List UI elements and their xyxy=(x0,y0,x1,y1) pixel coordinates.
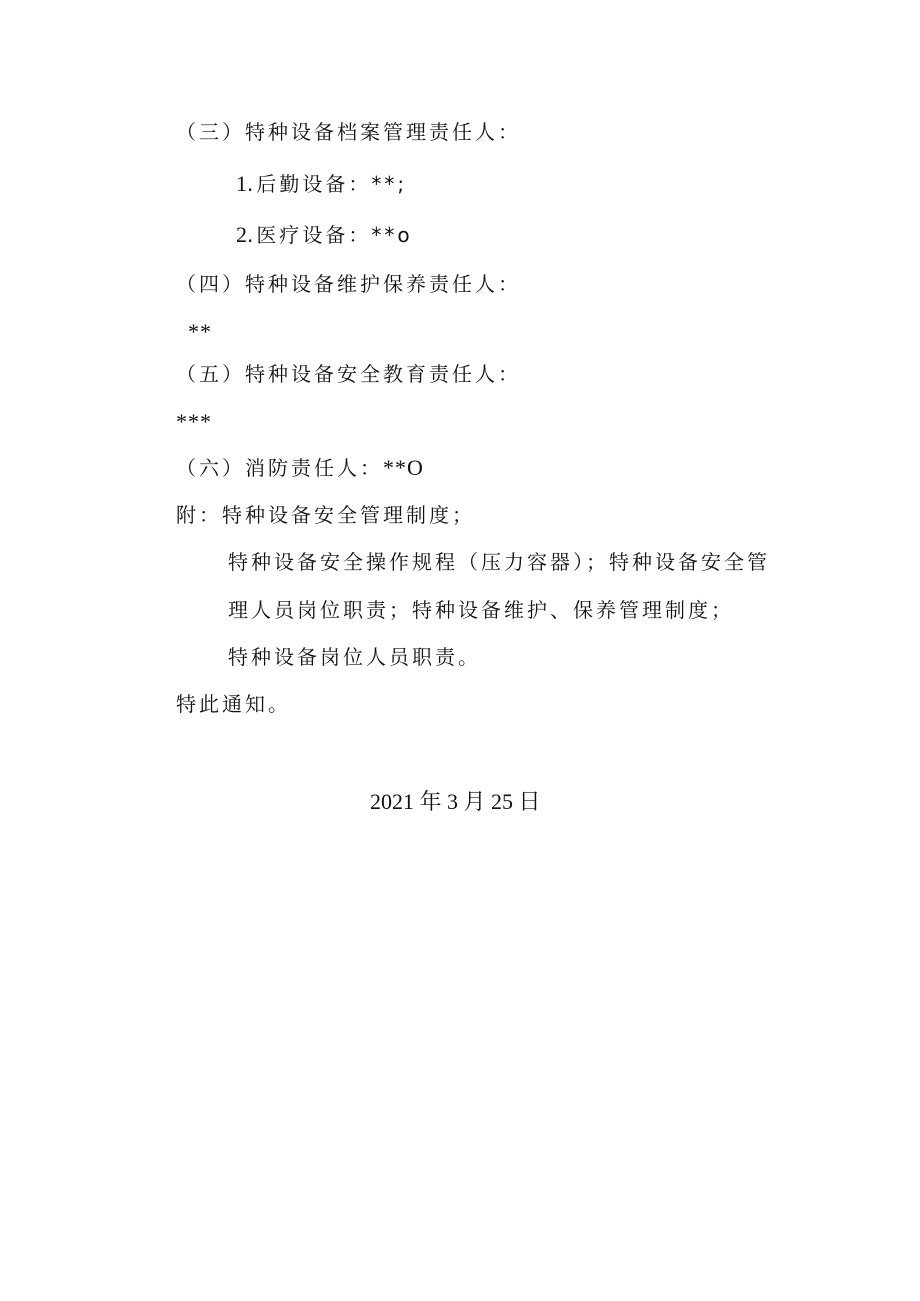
attachment-line-1: 附：特种设备安全管理制度； xyxy=(176,503,475,527)
section-5-heading: （五）特种设备安全教育责任人： xyxy=(176,362,521,386)
attachment-line-4: 特种设备岗位人员职责。 xyxy=(228,645,481,669)
section-5-person: *** xyxy=(176,409,212,434)
item-1-number: 1 xyxy=(236,171,247,196)
section-4-heading: （四）特种设备维护保养责任人： xyxy=(176,272,521,296)
attachment-line-2: 特种设备安全操作规程（压力容器）；特种设备安全管 xyxy=(228,550,770,574)
item-2-text: .医疗设备：**o xyxy=(247,223,413,247)
attachment-line-3: 理人员岗位职责；特种设备维护、保养管理制度； xyxy=(228,598,734,622)
section-3-item-1 xyxy=(236,170,407,198)
item-2-number: 2 xyxy=(236,222,247,247)
item-1-text: .后勤设备：**; xyxy=(247,172,408,196)
section-3-heading: （三）特种设备档案管理责任人： xyxy=(176,120,521,144)
document-date: 2021 年 3 月 25 日 xyxy=(370,789,541,814)
section-6-title: （六）消防责任人： xyxy=(176,456,383,480)
section-3-item-2 xyxy=(236,221,413,249)
closing-text: 特此通知。 xyxy=(176,692,291,716)
section-6-heading xyxy=(176,454,424,482)
section-4-person: ** xyxy=(188,319,212,344)
section-6-person: **O xyxy=(383,455,424,480)
